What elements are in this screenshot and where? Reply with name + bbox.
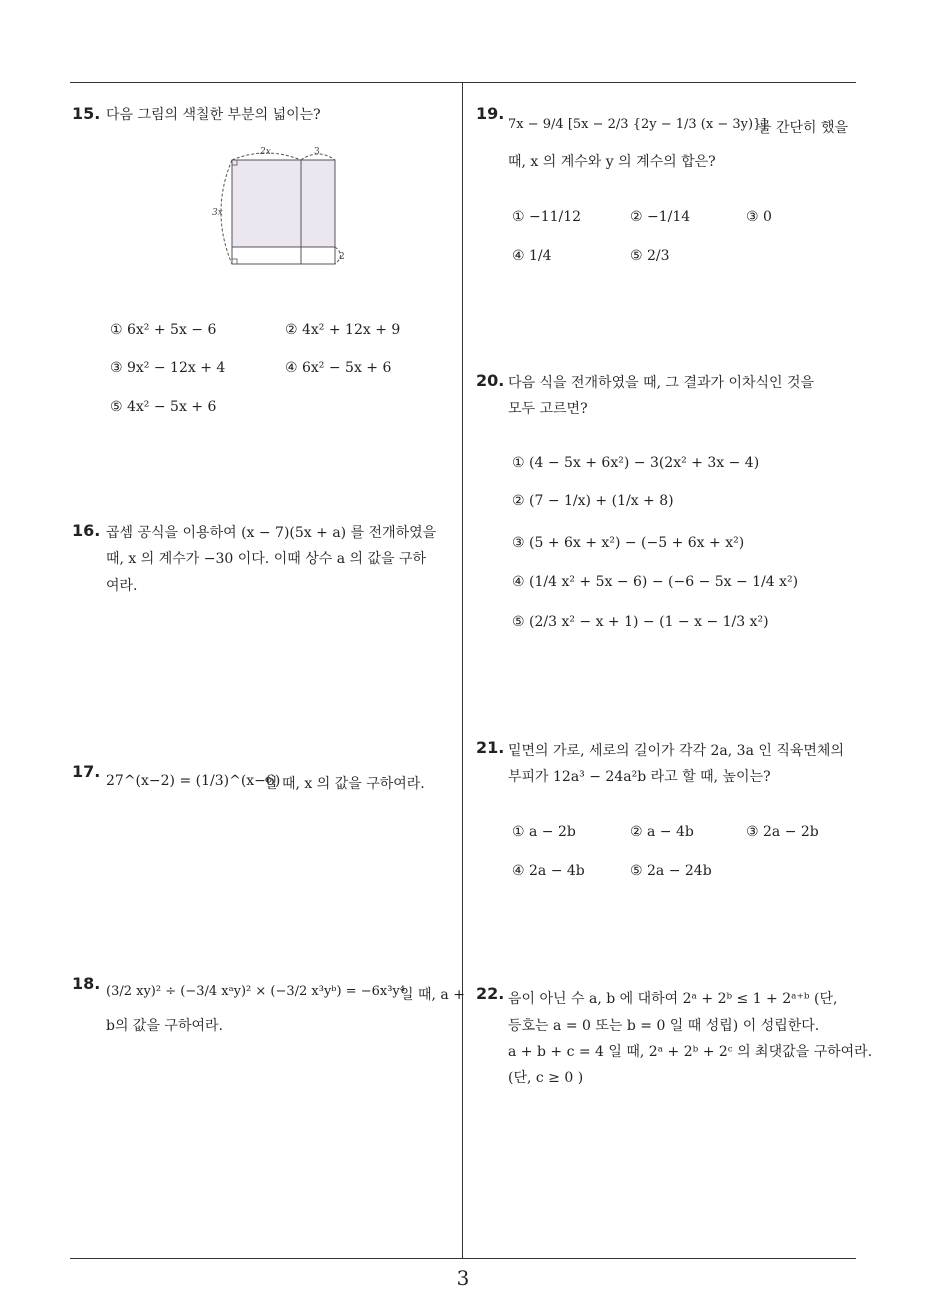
option-4[interactable]: ④ 2a − 4b	[512, 863, 585, 879]
question-number: 20.	[476, 371, 505, 390]
page-number: 3	[456, 1266, 470, 1290]
bottom-rule	[70, 1258, 856, 1259]
question-number: 21.	[476, 738, 505, 757]
option-3[interactable]: ③ 0	[746, 209, 772, 225]
question-line-1: 다음 식을 전개하였을 때, 그 결과가 이차식인 것을	[508, 375, 815, 391]
option-5[interactable]: ⑤ (2/3 x² − x + 1) − (1 − x − 1/3 x²)	[512, 614, 769, 630]
label-2: 2	[339, 252, 345, 262]
label-2x: 2x	[260, 147, 271, 157]
column-divider	[462, 83, 463, 1258]
option-4[interactable]: ④ 1/4	[512, 248, 552, 264]
question-line-1: 밑면의 가로, 세로의 길이가 각각 2a, 3a 인 직육면체의	[508, 743, 844, 759]
question-number: 19.	[476, 104, 505, 123]
question-line-3: a + b + c = 4 일 때, 2ᵃ + 2ᵇ + 2ᶜ 의 최댓값을 구하여라.	[508, 1044, 873, 1060]
question-line-2: 부피가 12a³ − 24a²b 라고 할 때, 높이는?	[508, 769, 771, 785]
question-expression: 7x − 9/4 [5x − 2/3 {2y − 1/3 (x − 3y)}]	[508, 117, 767, 132]
question-line-1: 를 간단히 했을	[758, 120, 849, 136]
question-line-2: 때, x 의 계수와 y 의 계수의 합은?	[508, 154, 716, 170]
question-number: 15.	[72, 104, 101, 123]
label-3: 3	[314, 147, 320, 157]
option-3[interactable]: ③ 9x² − 12x + 4	[110, 360, 226, 376]
question-number: 17.	[72, 762, 101, 781]
question-line-2: 등호는 a = 0 또는 b = 0 일 때 성립) 이 성립한다.	[508, 1018, 820, 1034]
option-3[interactable]: ③ 2a − 2b	[746, 824, 819, 840]
question-line-1: 음이 아닌 수 a, b 에 대하여 2ᵃ + 2ᵇ ≤ 1 + 2ᵃ⁺ᵇ (단,	[508, 991, 838, 1007]
option-4[interactable]: ④ 6x² − 5x + 6	[285, 360, 392, 376]
question-text: 일 때, x 의 값을 구하여라.	[264, 776, 425, 792]
question-number: 22.	[476, 984, 505, 1003]
option-1[interactable]: ① 6x² + 5x − 6	[110, 322, 217, 338]
option-3[interactable]: ③ (5 + 6x + x²) − (−5 + 6x + x²)	[512, 535, 745, 551]
option-2[interactable]: ② −1/14	[630, 209, 691, 225]
question-line-1: 일 때, a +	[400, 987, 465, 1003]
option-2[interactable]: ② 4x² + 12x + 9	[285, 322, 401, 338]
option-1[interactable]: ① −11/12	[512, 209, 582, 225]
label-3x: 3x	[212, 208, 223, 218]
area-figure	[210, 142, 360, 272]
question-line-2: 모두 고르면?	[508, 401, 588, 417]
option-1[interactable]: ① (4 − 5x + 6x²) − 3(2x² + 3x − 4)	[512, 455, 760, 471]
top-rule	[70, 82, 856, 83]
question-line-2: b의 값을 구하여라.	[106, 1018, 223, 1034]
option-2[interactable]: ② a − 4b	[630, 824, 694, 840]
question-expression: 27^(x−2) = (1/3)^(x−6)	[106, 773, 281, 789]
option-4[interactable]: ④ (1/4 x² + 5x − 6) − (−6 − 5x − 1/4 x²)	[512, 574, 799, 590]
question-line-1: 곱셈 공식을 이용하여 (x − 7)(5x + a) 를 전개하였을	[106, 525, 437, 541]
question-line-4: (단, c ≥ 0 )	[508, 1070, 584, 1086]
option-5[interactable]: ⑤ 2a − 24b	[630, 863, 712, 879]
option-2[interactable]: ② (7 − 1/x) + (1/x + 8)	[512, 493, 674, 509]
option-5[interactable]: ⑤ 4x² − 5x + 6	[110, 399, 217, 415]
option-5[interactable]: ⑤ 2/3	[630, 248, 670, 264]
question-expression: (3/2 xy)² ÷ (−3/4 xᵃy)² × (−3/2 x³yᵇ) = −6x³y⁴	[106, 984, 405, 999]
option-1[interactable]: ① a − 2b	[512, 824, 576, 840]
question-line-2: 때, x 의 계수가 −30 이다. 이때 상수 a 의 값을 구하	[106, 551, 427, 567]
question-number: 18.	[72, 974, 101, 993]
question-text: 다음 그림의 색칠한 부분의 넓이는?	[106, 107, 321, 123]
question-line-3: 여라.	[106, 578, 138, 594]
question-number: 16.	[72, 521, 101, 540]
